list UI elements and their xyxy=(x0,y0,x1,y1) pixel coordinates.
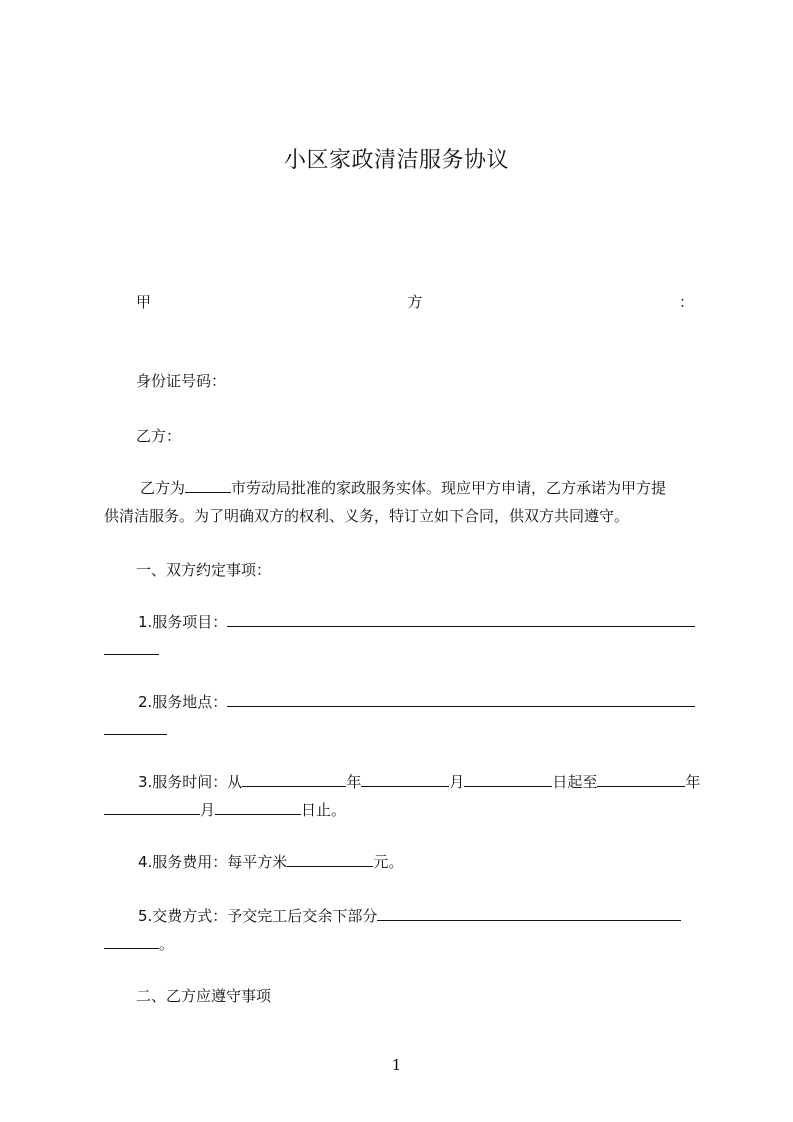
item-3-label: 3.服务时间：从 xyxy=(138,773,243,791)
city-blank xyxy=(185,478,231,493)
party-b-label: 乙方： xyxy=(136,427,182,445)
item-5-label: 5.交费方式：予交完工后交余下部分 xyxy=(138,907,378,925)
party-a-line xyxy=(104,292,702,312)
item-2-label: 2.服务地点： xyxy=(138,693,228,711)
section-2-heading: 二、乙方应遵守事项 xyxy=(136,987,272,1005)
start-year-unit: 年 xyxy=(346,773,362,791)
page-number: 1 xyxy=(391,1056,402,1074)
id-number-label: 身份证号码： xyxy=(136,372,227,390)
item-2-continuation xyxy=(104,720,702,740)
item-1-continuation xyxy=(104,640,702,660)
document-title: 小区家政清洁服务协议 xyxy=(283,148,509,173)
end-month-blank xyxy=(104,800,200,815)
party-a-colon: ： xyxy=(678,293,694,311)
section-1-heading: 一、双方约定事项： xyxy=(136,561,272,579)
start-year-blank xyxy=(242,772,346,787)
item-1-label: 1.服务项目： xyxy=(138,613,228,631)
item-3-line xyxy=(104,772,702,792)
end-day-blank xyxy=(215,800,301,815)
end-month-unit: 月 xyxy=(200,801,216,819)
fee-unit: 元。 xyxy=(373,853,404,871)
intro-prefix: 乙方为 xyxy=(140,479,186,497)
fee-blank xyxy=(287,852,373,867)
intro-rest: 市劳动局批准的家政服务实体。现应甲方申请，乙方承诺为甲方提 xyxy=(231,479,667,497)
payment-blank xyxy=(377,906,681,921)
item-4-line xyxy=(104,852,702,872)
item-1-line xyxy=(104,612,702,632)
item-5-line xyxy=(104,906,702,926)
service-location-blank xyxy=(227,692,695,707)
item-5-period: 。 xyxy=(159,935,175,953)
end-year-blank xyxy=(597,772,685,787)
party-a-char-2: 方 xyxy=(407,293,423,311)
end-day-unit: 日止。 xyxy=(301,801,347,819)
item-3-continuation xyxy=(104,800,702,820)
start-month-blank xyxy=(361,772,449,787)
item-4-label: 4.服务费用：每平方米 xyxy=(138,853,288,871)
payment-blank-cont xyxy=(104,934,159,949)
service-location-blank-cont xyxy=(104,720,167,735)
item-2-line xyxy=(104,692,702,712)
end-year-unit: 年 xyxy=(685,773,701,791)
item-5-continuation xyxy=(104,934,702,954)
intro-line-2: 供清洁服务。为了明确双方的权利、义务，特订立如下合同，供双方共同遵守。 xyxy=(104,507,630,525)
start-day-blank xyxy=(464,772,552,787)
start-month-unit: 月 xyxy=(449,773,465,791)
service-item-blank xyxy=(227,612,695,627)
service-item-blank-cont xyxy=(104,640,159,655)
start-day-unit: 日起至 xyxy=(552,773,598,791)
party-a-char-1: 甲 xyxy=(136,293,152,311)
intro-line-1 xyxy=(104,478,702,498)
